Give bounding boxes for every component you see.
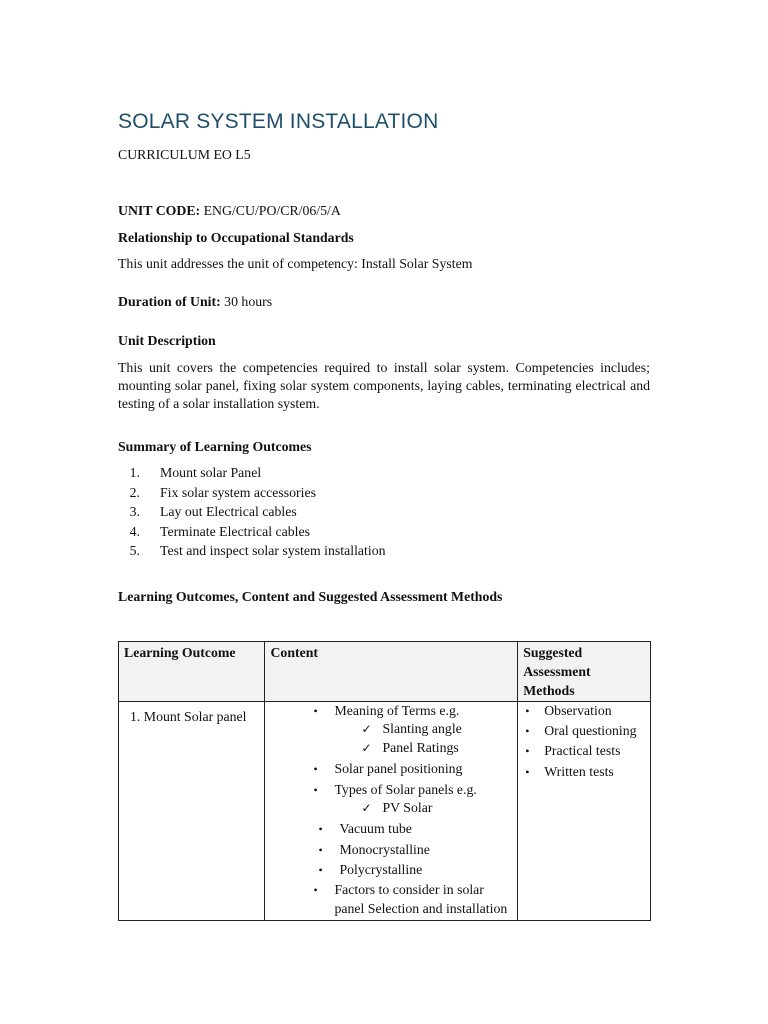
learning-outcomes-table [118, 641, 651, 921]
table-header-row [119, 642, 651, 702]
bullet-icon: • [313, 762, 318, 776]
relationship-text: This unit addresses the unit of competency: Install Solar System [118, 256, 473, 271]
list-item: 1. Mount solar Panel [129, 465, 262, 480]
document-subtitle: CURRICULUM EO L5 [118, 147, 251, 162]
bullet-icon: • [313, 704, 318, 718]
content-item: Meaning of Terms e.g. [334, 703, 460, 718]
bullet-icon: • [313, 883, 318, 897]
content-item-continuation: panel Selection and installation [334, 901, 508, 916]
method-item: Oral questioning [544, 723, 637, 738]
bullet-icon: • [525, 724, 530, 738]
duration-line [118, 293, 272, 311]
outcome-text: 1. Mount Solar panel [130, 709, 247, 724]
content-subitem: PV Solar [382, 800, 433, 815]
method-item: Written tests [544, 764, 614, 779]
checkmark-icon: ✓ [361, 722, 372, 736]
list-item: 5. Test and inspect solar system installation [129, 543, 386, 559]
duration-label: Duration of Unit: [118, 294, 221, 309]
relationship-heading: Relationship to Occupational Standards [118, 230, 354, 245]
column-header-content: Content [265, 642, 518, 702]
list-item: 4. Terminate Electrical cables [129, 523, 310, 539]
content-item: Vacuum tube [339, 821, 412, 836]
bullet-icon: • [525, 765, 530, 779]
methods-cell [518, 702, 651, 921]
checkmark-icon: ✓ [361, 741, 372, 755]
duration-value: 30 hours [224, 294, 273, 309]
method-item: Observation [544, 703, 612, 718]
bullet-icon: • [318, 863, 323, 877]
outcome-cell [119, 702, 265, 921]
content-subitem: Panel Ratings [382, 740, 459, 755]
column-header-methods: Suggested Assessment Methods [518, 642, 651, 702]
content-item: Monocrystalline [339, 842, 430, 857]
table-row [119, 702, 651, 921]
column-header-outcome: Learning Outcome [119, 642, 265, 702]
list-item: 3. Lay out Electrical cables [129, 504, 297, 520]
content-item: Types of Solar panels e.g. [334, 782, 477, 797]
summary-heading: Summary of Learning Outcomes [118, 439, 312, 454]
list-item: 2. Fix solar system accessories [129, 484, 316, 500]
bullet-icon: • [318, 822, 323, 836]
unit-code-label: UNIT CODE: [118, 203, 201, 218]
bullet-icon: • [525, 704, 530, 718]
unit-code-line [118, 202, 341, 220]
description-text: This unit covers the competencies required to install solar system. Competencies includes; mounting solar panel, fixing solar system components, laying cables, terminating electrical and testing of a solar installation system. [118, 360, 650, 411]
checkmark-icon: ✓ [361, 801, 372, 815]
content-item: Factors to consider in solar [334, 882, 484, 897]
content-item: Solar panel positioning [334, 761, 463, 776]
bullet-icon: • [313, 783, 318, 797]
description-heading: Unit Description [118, 333, 216, 348]
bullet-icon: • [318, 843, 323, 857]
unit-code-value: ENG/CU/PO/CR/06/5/A [203, 203, 341, 218]
content-cell [265, 702, 518, 921]
content-subitem: Slanting angle [382, 721, 462, 736]
method-item: Practical tests [544, 743, 621, 758]
document-title: SOLAR SYSTEM INSTALLATION [118, 110, 439, 133]
outcomes-heading: Learning Outcomes, Content and Suggested Assessment Methods [118, 589, 503, 604]
bullet-icon: • [525, 744, 530, 758]
summary-list [118, 464, 386, 562]
content-item: Polycrystalline [339, 862, 423, 877]
